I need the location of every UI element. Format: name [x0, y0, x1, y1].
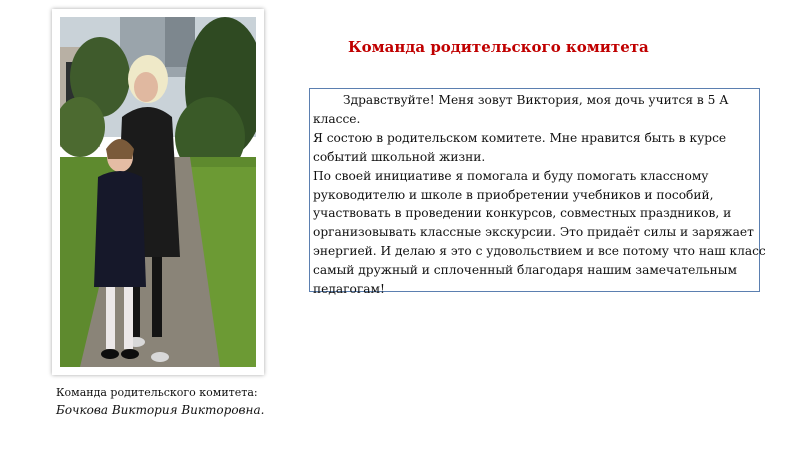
photo-frame: [52, 9, 264, 375]
paragraph-initiative: По своей инициативе я помогала и буду помогать классному руководителю и школе в приобретении учебников и пособий, участвовать в проведении конкурсов, совместных праздников, и организовывать классные экскурсии. Это придаёт силы и заряжает энергией. И делаю я это с удовольствием и все потому что наш класс самый дружный и сплоченный благодаря нашим замечательным педагогам!: [313, 168, 766, 297]
paragraph-committee: Я состою в родительском комитете. Мне нравится быть в курсе событий школьной жизни.: [313, 130, 727, 164]
caption-role: Команда родительского комитета:: [56, 386, 258, 399]
page-title: Команда родительского комитета: [348, 38, 649, 56]
body-text: [313, 91, 768, 299]
caption-name: Бочкова Виктория Викторовна.: [56, 403, 265, 417]
photo-caption: [56, 386, 264, 417]
photo-mother-and-daughter: [60, 17, 256, 367]
paragraph-greeting: Здравствуйте! Меня зовут Виктория, моя дочь учится в 5 А классе.: [313, 93, 729, 126]
photo-illustration: [60, 17, 256, 367]
